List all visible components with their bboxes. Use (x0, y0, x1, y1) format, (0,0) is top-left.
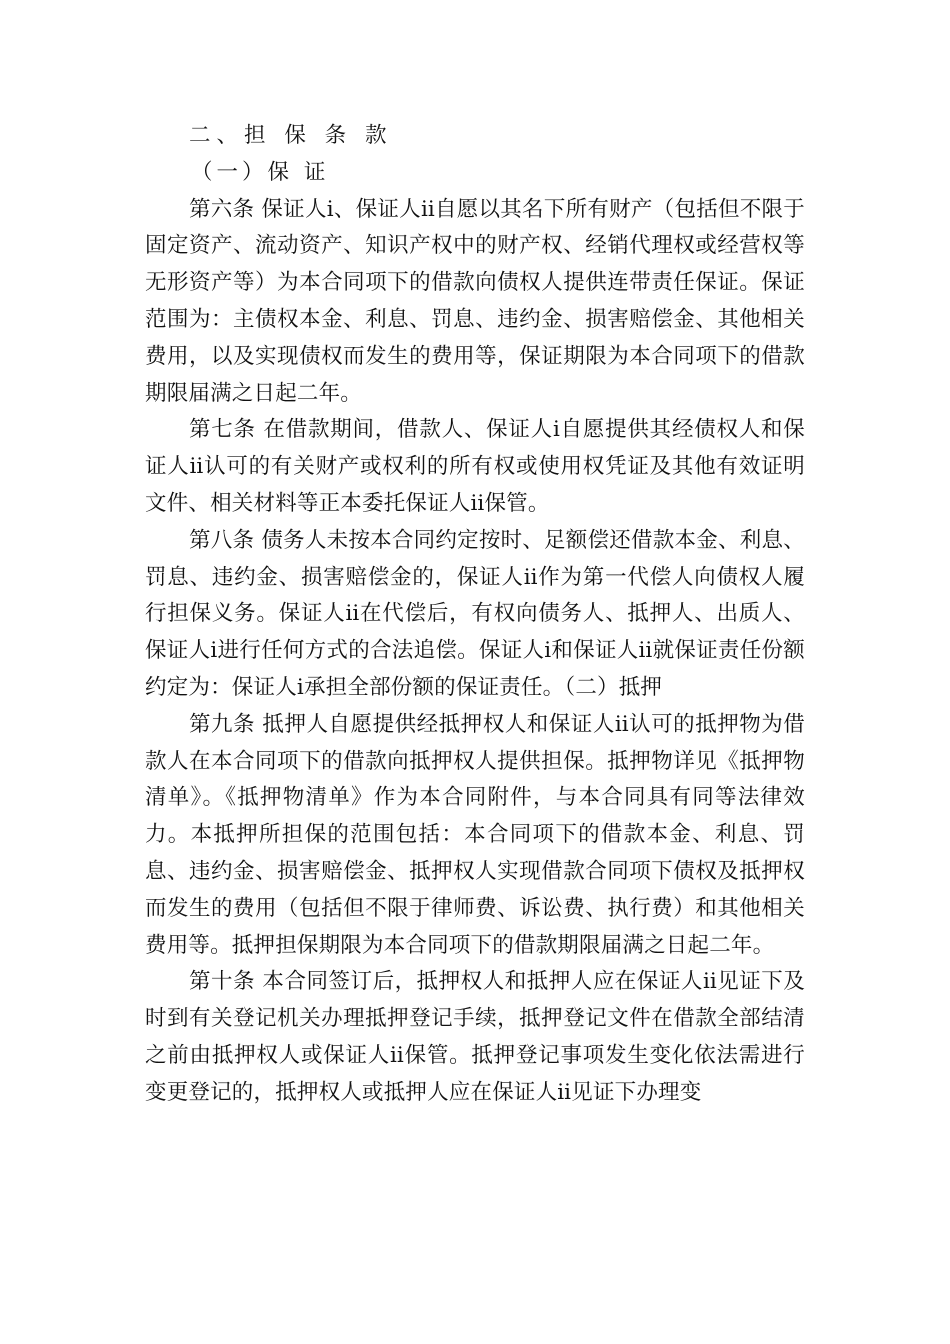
paragraph-article-7: 第七条 在借款期间，借款人、保证人ⅰ自愿提供其经债权人和保证人ⅱ认可的有关财产或权利的所有权或使用权凭证及其他有效证明文件、相关材料等正本委托保证人ⅱ保管。 (145, 417, 805, 516)
section-heading: 二、担 保 条 款 (189, 123, 393, 148)
sub-heading: （一）保 证 (191, 159, 330, 185)
document-body (145, 118, 805, 1112)
paragraph-article-9: 第九条 抵押人自愿提供经抵押权人和保证人ⅱ认可的抵押物为借款人在本合同项下的借款向抵押权人提供担保。抵押物详见《抵押物清单》。《抵押物清单》作为本合同附件，与本合同具有同等法律效力。本抵押所担保的范围包括：本合同项下的借款本金、利息、罚息、违约金、损害赔偿金、抵押权人实现借款合同项下债权及抵押权而发生的费用（包括但不限于律师费、诉讼费、执行费）和其他相关费用等。抵押担保期限为本合同项下的借款期限届满之日起二年。 (145, 711, 805, 958)
paragraph-article-8: 第八条 债务人未按本合同约定按时、足额偿还借款本金、利息、罚息、违约金、损害赔偿金的，保证人ⅱ作为第一代偿人向债权人履行担保义务。保证人ⅱ在代偿后，有权向债务人、抵押人、出质人、保证人ⅰ进行任何方式的合法追偿。保证人ⅰ和保证人ⅱ就保证责任份额约定为：保证人ⅰ承担全部份额的保证责任。（二）抵押 (145, 527, 805, 700)
paragraph-article-10: 第十条 本合同签订后，抵押权人和抵押人应在保证人ⅱ见证下及时到有关登记机关办理抵押登记手续，抵押登记文件在借款全部结清之前由抵押权人或保证人ⅱ保管。抵押登记事项发生变化依法需进行变更登记的，抵押权人或抵押人应在保证人ⅱ见证下办理变 (145, 969, 805, 1105)
paragraph-article-6: 第六条 保证人ⅰ、保证人ⅱ自愿以其名下所有财产（包括但不限于固定资产、流动资产、知识产权中的财产权、经销代理权或经营权等无形资产等）为本合同项下的借款向债权人提供连带责任保证。保证范围为：主债权本金、利息、罚息、违约金、损害赔偿金、其他相关费用，以及实现债权而发生的费用等，保证期限为本合同项下的借款期限届满之日起二年。 (145, 196, 805, 406)
